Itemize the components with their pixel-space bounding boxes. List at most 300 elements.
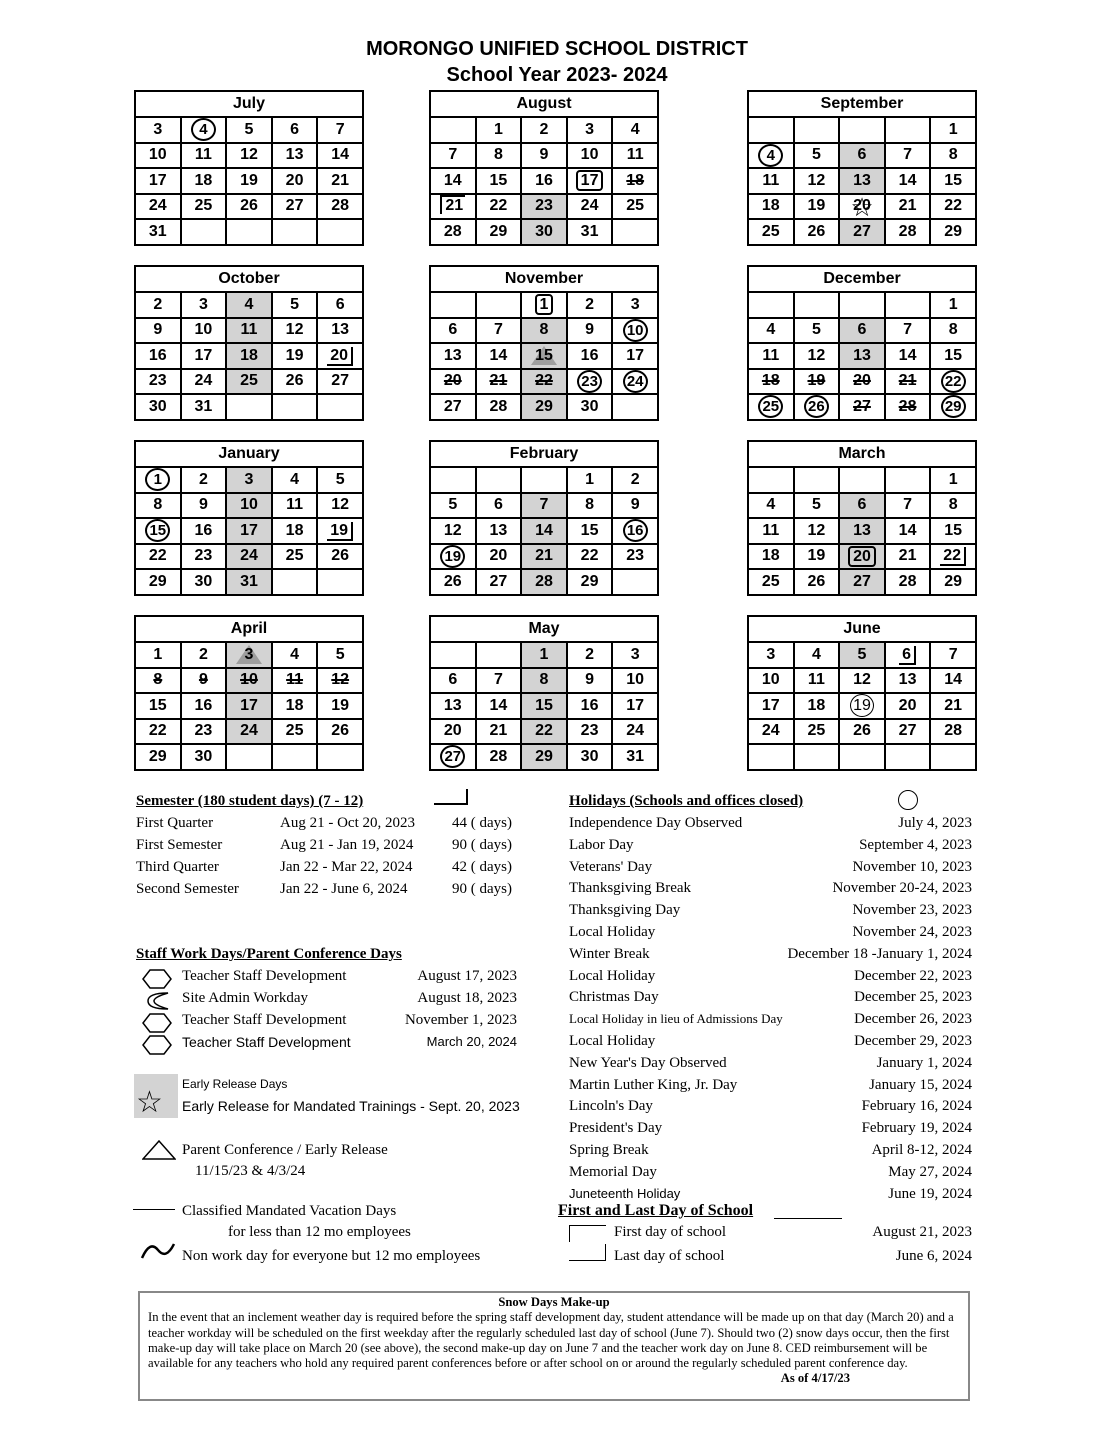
day-number: 6 (857, 321, 867, 339)
day-cell (317, 642, 363, 668)
day-cell (430, 569, 476, 595)
day-number: 18 (240, 346, 258, 364)
day-number: 14 (898, 171, 917, 189)
day-number: 10 (148, 146, 167, 164)
day-cell (612, 343, 658, 369)
day-number: 4 (811, 645, 821, 663)
day-cell (794, 544, 840, 570)
day-number: 6 (899, 646, 916, 665)
day-cell (272, 719, 318, 745)
day-cell (430, 544, 476, 570)
day-number: 11 (762, 171, 780, 189)
day-number: 5 (811, 321, 821, 339)
staff-label: Teacher Staff Development (182, 1012, 347, 1028)
day-number: 31 (240, 572, 258, 590)
day-number: 25 (626, 197, 645, 215)
day-cell (317, 318, 363, 344)
day-number: 17 (194, 346, 213, 364)
day-cell (181, 518, 227, 544)
week-row (748, 668, 976, 694)
day-number: 20 (443, 372, 462, 390)
day-cell (930, 343, 976, 369)
day-cell (181, 394, 227, 420)
day-cell (839, 194, 885, 220)
last-day-date: June 6, 2024 (895, 1248, 972, 1264)
day-number: 18 (626, 171, 645, 189)
day-number: 25 (285, 547, 304, 565)
holiday-label: Local Holiday (569, 924, 656, 940)
day-number: 4 (191, 118, 216, 141)
day-cell (226, 518, 272, 544)
day-cell (521, 668, 567, 694)
week-row (748, 744, 976, 770)
day-number: 15 (145, 519, 170, 542)
day-cell (430, 219, 476, 245)
day-number: 2 (585, 645, 595, 663)
day-number: 27 (853, 397, 871, 415)
holidays-header: Holidays (Schools and offices closed) (569, 793, 804, 809)
week-row (748, 518, 976, 544)
holiday-date: May 27, 2024 (888, 1163, 972, 1180)
day-number: 4 (290, 470, 300, 488)
holiday-date: November 10, 2023 (852, 858, 972, 875)
star-icon: ☆ (136, 1086, 163, 1119)
week-row (430, 343, 658, 369)
day-number: 19 (285, 346, 304, 364)
week-row (135, 693, 363, 719)
day-number: 27 (489, 572, 508, 590)
day-cell (135, 143, 181, 169)
day-number: 10 (240, 496, 258, 514)
day-cell (521, 343, 567, 369)
day-cell (135, 569, 181, 595)
day-cell (135, 168, 181, 194)
day-cell (430, 117, 476, 143)
week-row (748, 292, 976, 318)
week-row (748, 467, 976, 493)
day-number: 22 (535, 722, 553, 740)
day-cell (181, 668, 227, 694)
day-number: 13 (443, 696, 462, 714)
week-row (430, 394, 658, 420)
day-number: 25 (761, 222, 780, 240)
day-number: 28 (331, 197, 350, 215)
day-number: 19 (850, 694, 874, 717)
day-number: 1 (145, 468, 170, 491)
day-number: 10 (240, 671, 258, 689)
day-cell (521, 693, 567, 719)
month-name: February (430, 441, 658, 467)
day-cell (794, 369, 840, 395)
day-number: 28 (898, 572, 917, 590)
snow-body: In the event that an inclement weather day is required before the spring staff development day, student attendance will be made up on that day (March 20) and a teacher workday will be scheduled on the first weekday after the regularly scheduled last day of school (June 7). Should two (2) snow days occur, then the first make-up day will take place on March 20 (see above), the second make-up day on June 7 and the teacher work day on June 8. CED reimbursement will be available for any teachers who hold any required parent conferences before or after school on or around the regularly scheduled parent conference day. (148, 1310, 954, 1371)
day-cell (839, 467, 885, 493)
day-cell (612, 493, 658, 519)
day-cell (430, 693, 476, 719)
day-number: 8 (539, 321, 549, 339)
day-number: 29 (944, 572, 963, 590)
week-row (135, 394, 363, 420)
day-cell (839, 143, 885, 169)
holiday-label: Local Holiday (569, 967, 656, 984)
day-number: 27 (440, 745, 465, 768)
last-day-icon-2 (569, 1244, 606, 1261)
day-cell (839, 569, 885, 595)
day-cell (476, 394, 522, 420)
day-cell (521, 369, 567, 395)
day-cell (476, 544, 522, 570)
day-cell (567, 369, 613, 395)
holiday-label: Winter Break (569, 945, 650, 962)
week-row (748, 343, 976, 369)
day-cell (930, 744, 976, 770)
day-cell (317, 744, 363, 770)
week-row (430, 744, 658, 770)
day-number: 29 (148, 572, 167, 590)
day-number: 30 (194, 572, 213, 590)
semester-dates: Aug 21 - Jan 19, 2024 (280, 837, 414, 853)
day-cell (135, 493, 181, 519)
day-cell (272, 693, 318, 719)
semester-label: Third Quarter (136, 859, 219, 875)
day-number: 24 (626, 722, 645, 740)
day-cell (794, 143, 840, 169)
day-cell (272, 117, 318, 143)
week-row (748, 318, 976, 344)
day-number: 17 (626, 346, 645, 364)
day-cell (748, 493, 794, 519)
day-cell (794, 719, 840, 745)
day-cell (567, 343, 613, 369)
day-cell (930, 493, 976, 519)
day-number: 30 (148, 397, 167, 415)
snow-header: Snow Days Make-up (498, 1295, 610, 1309)
day-number: 30 (194, 747, 213, 765)
day-cell (567, 143, 613, 169)
day-cell (430, 369, 476, 395)
day-cell (135, 467, 181, 493)
day-number: 31 (194, 397, 213, 415)
day-cell (226, 668, 272, 694)
day-number: 8 (153, 496, 163, 514)
day-number: 9 (198, 671, 208, 689)
day-cell (839, 117, 885, 143)
day-cell (930, 143, 976, 169)
holiday-label: Lincoln's Day (569, 1098, 653, 1115)
week-row (135, 369, 363, 395)
staff-date: November 1, 2023 (404, 1012, 517, 1028)
day-cell (181, 117, 227, 143)
day-cell (794, 668, 840, 694)
day-number: 26 (331, 722, 350, 740)
week-row (748, 219, 976, 245)
day-cell (794, 467, 840, 493)
day-cell (885, 493, 931, 519)
day-cell (612, 544, 658, 570)
day-number: 8 (948, 321, 958, 339)
day-cell (226, 168, 272, 194)
day-cell (930, 569, 976, 595)
day-cell (612, 194, 658, 220)
day-number: 21 (535, 547, 553, 565)
day-cell (272, 292, 318, 318)
day-number: 20 (443, 722, 462, 740)
day-number: 20 (327, 347, 353, 366)
day-cell (430, 493, 476, 519)
day-cell (272, 194, 318, 220)
calendar-october (134, 265, 364, 421)
day-number: 7 (493, 671, 503, 689)
day-number: 10 (194, 321, 213, 339)
day-cell (521, 569, 567, 595)
day-number: 24 (761, 722, 780, 740)
as-of-date: As of 4/17/23 (780, 1371, 850, 1386)
day-cell (476, 219, 522, 245)
day-cell (476, 292, 522, 318)
day-cell (521, 292, 567, 318)
day-number: 17 (240, 696, 258, 714)
day-number: 23 (626, 547, 645, 565)
day-number: 25 (807, 722, 826, 740)
day-cell (839, 369, 885, 395)
day-cell (839, 318, 885, 344)
calendar-july (134, 90, 364, 246)
day-cell (430, 292, 476, 318)
day-cell (135, 719, 181, 745)
day-number: 2 (198, 470, 208, 488)
first-day-label: First day of school (614, 1224, 727, 1240)
first-day-icon (569, 1225, 606, 1242)
day-cell (226, 544, 272, 570)
day-cell (476, 719, 522, 745)
holiday-date: November 23, 2023 (852, 902, 972, 919)
day-number: 9 (585, 321, 595, 339)
day-cell (885, 369, 931, 395)
day-cell (476, 194, 522, 220)
day-cell (272, 744, 318, 770)
day-number: 28 (535, 572, 553, 590)
day-cell (794, 194, 840, 220)
day-number: 18 (761, 372, 780, 390)
day-cell (521, 744, 567, 770)
day-cell (612, 467, 658, 493)
month-name: May (430, 616, 658, 642)
day-number: 5 (811, 496, 821, 514)
day-number: 29 (535, 397, 553, 415)
day-cell (272, 219, 318, 245)
day-number: 8 (539, 671, 549, 689)
day-number: 28 (489, 747, 508, 765)
day-cell (885, 544, 931, 570)
day-number: 23 (580, 722, 599, 740)
day-number: 23 (194, 722, 213, 740)
day-cell (226, 292, 272, 318)
day-cell (885, 194, 931, 220)
holiday-date: January 15, 2024 (869, 1076, 972, 1093)
day-number: 1 (948, 295, 958, 313)
semester-label: First Semester (136, 837, 223, 853)
day-cell (839, 642, 885, 668)
day-cell (612, 143, 658, 169)
day-number: 7 (903, 321, 913, 339)
week-row (430, 219, 658, 245)
day-cell (521, 493, 567, 519)
day-cell (567, 544, 613, 570)
day-number: 21 (440, 195, 465, 214)
day-number: 15 (580, 521, 599, 539)
month-name: December (748, 266, 976, 292)
day-cell (794, 343, 840, 369)
day-number: 29 (941, 395, 966, 418)
day-cell (567, 744, 613, 770)
day-number: 26 (853, 722, 871, 740)
day-cell (521, 219, 567, 245)
day-cell (885, 143, 931, 169)
day-cell (317, 693, 363, 719)
calendar-september (747, 90, 977, 246)
day-cell (930, 168, 976, 194)
week-row (135, 143, 363, 169)
month-name: June (748, 616, 976, 642)
day-cell (181, 143, 227, 169)
day-cell (885, 394, 931, 420)
day-number: 15 (944, 521, 963, 539)
day-number: 29 (944, 222, 963, 240)
day-cell (930, 117, 976, 143)
day-cell (930, 318, 976, 344)
day-number: 15 (535, 346, 553, 364)
day-number: 22 (580, 547, 599, 565)
day-number: 17 (761, 696, 780, 714)
day-cell (272, 642, 318, 668)
district-title: MORONGO UNIFIED SCHOOL DISTRICT (366, 38, 748, 60)
day-cell (885, 744, 931, 770)
day-number: 19 (240, 171, 258, 189)
day-number: 7 (903, 496, 913, 514)
day-cell (567, 394, 613, 420)
day-number: 3 (244, 645, 254, 663)
day-cell (521, 719, 567, 745)
day-number: 2 (539, 120, 549, 138)
day-number: 14 (443, 171, 462, 189)
holiday-date: February 16, 2024 (861, 1098, 972, 1115)
day-number: 17 (576, 170, 604, 191)
day-number: 11 (286, 671, 304, 689)
week-row (748, 642, 976, 668)
holiday-date: December 29, 2023 (854, 1033, 972, 1049)
day-cell (135, 219, 181, 245)
day-number: 15 (489, 171, 508, 189)
month-name: March (748, 441, 976, 467)
week-row (135, 292, 363, 318)
day-cell (476, 569, 522, 595)
staff-date: March 20, 2024 (426, 1034, 517, 1049)
semester-label: First Quarter (136, 815, 214, 831)
day-number: 3 (630, 645, 640, 663)
day-number: 2 (630, 470, 640, 488)
crescent-icon (142, 991, 172, 1011)
day-cell (272, 493, 318, 519)
day-number: 10 (623, 319, 648, 342)
day-number: 19 (807, 547, 826, 565)
day-cell (748, 369, 794, 395)
day-cell (748, 143, 794, 169)
day-cell (135, 744, 181, 770)
week-row (748, 719, 976, 745)
day-cell (567, 292, 613, 318)
week-row (748, 544, 976, 570)
week-row (430, 693, 658, 719)
day-number: 2 (153, 295, 163, 313)
day-cell (521, 143, 567, 169)
day-cell (135, 668, 181, 694)
week-row (430, 642, 658, 668)
day-cell (181, 194, 227, 220)
day-cell (476, 467, 522, 493)
day-cell (272, 168, 318, 194)
day-number: 18 (761, 197, 780, 215)
day-number: 22 (148, 547, 167, 565)
day-cell (317, 569, 363, 595)
day-number: 16 (194, 696, 213, 714)
day-cell (567, 642, 613, 668)
day-cell (135, 642, 181, 668)
day-number: 6 (290, 120, 300, 138)
day-number: 24 (240, 547, 258, 565)
day-number: 6 (857, 146, 867, 164)
day-cell (567, 693, 613, 719)
month-name: September (748, 91, 976, 117)
day-cell (794, 693, 840, 719)
staff-header: Staff Work Days/Parent Conference Days (136, 946, 402, 962)
week-row (135, 194, 363, 220)
day-cell (181, 544, 227, 570)
day-cell (885, 219, 931, 245)
week-row (135, 467, 363, 493)
day-number: 27 (331, 372, 350, 390)
hexagon-icon (142, 969, 172, 989)
week-row (430, 168, 658, 194)
day-number: 20 (285, 171, 304, 189)
week-row (135, 668, 363, 694)
day-number: 28 (443, 222, 462, 240)
day-cell (748, 668, 794, 694)
day-number: 29 (148, 747, 167, 765)
day-number: 12 (331, 671, 350, 689)
week-row (430, 318, 658, 344)
day-cell (476, 168, 522, 194)
hexagon-icon (142, 1035, 172, 1055)
day-cell (181, 369, 227, 395)
day-cell (476, 343, 522, 369)
day-number: 11 (286, 496, 304, 514)
day-cell (794, 394, 840, 420)
day-number: 14 (489, 346, 508, 364)
day-cell (794, 569, 840, 595)
day-cell (476, 693, 522, 719)
day-cell (839, 168, 885, 194)
day-cell (930, 467, 976, 493)
day-cell (612, 569, 658, 595)
day-cell (839, 493, 885, 519)
day-cell (135, 518, 181, 544)
staff-date: August 18, 2023 (417, 990, 517, 1006)
week-row (748, 143, 976, 169)
day-cell (612, 219, 658, 245)
holiday-date: September 4, 2023 (859, 836, 972, 853)
week-row (135, 343, 363, 369)
triangle-icon (142, 1140, 176, 1160)
